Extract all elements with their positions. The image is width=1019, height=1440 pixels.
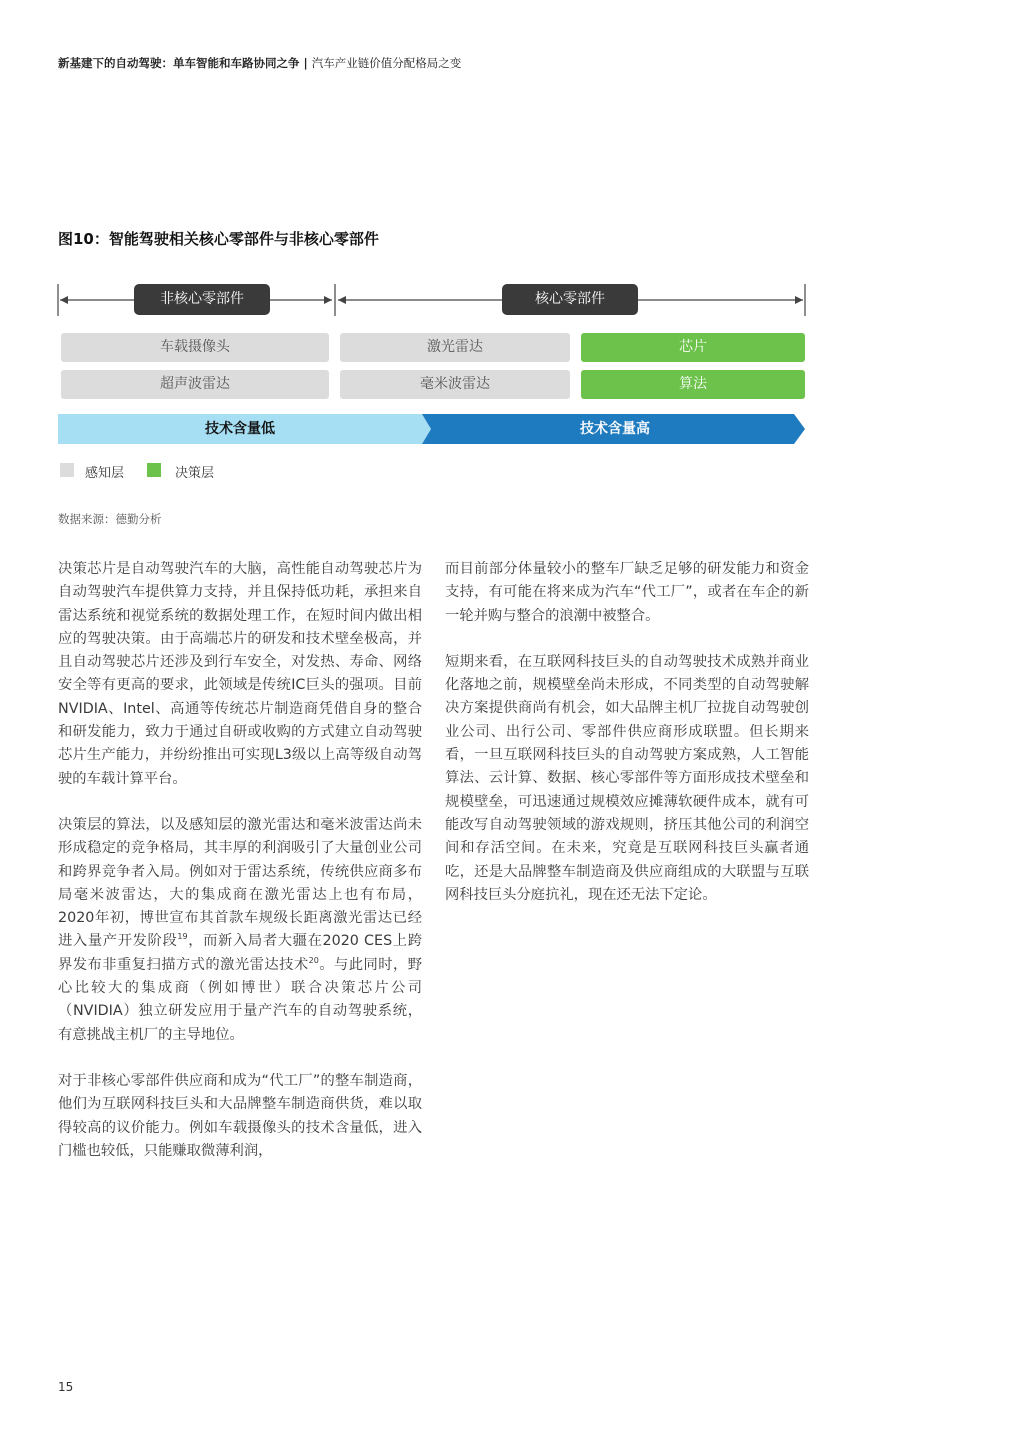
right-column — [445, 558, 809, 930]
paragraph: 决策芯片是自动驾驶汽车的大脑，高性能自动驾驶芯片为自动驾驶汽车提供算力支持，并且保持低功耗，承担来自雷达系统和视觉系统的数据处理工作，在短时间内做出相应的驾驶决策。由于高端芯片的研发和技术壁垒极高，并且自动驾驶芯片还涉及到行车安全，对发热、寿命、网络安全等有更高的要求，此领域是传统IC巨头的强项。目前NVIDIA、Intel、高通等传统芯片制造商凭借自身的整合和研发能力，致力于通过自研或收购的方式建立自动驾驶芯片生产能力，并纷纷推出可实现L3级以上高等级自动驾驶的车载计算平台。 — [58, 561, 422, 787]
band-low-label: 技术含量低 — [205, 421, 275, 437]
cell-ultrasonic: 超声波雷达 — [61, 370, 329, 399]
data-source: 数据来源：德勤分析 — [58, 512, 162, 526]
header-separator: | — [303, 56, 308, 70]
core-tag: 核心零部件 — [502, 284, 638, 315]
paragraph: 对于非核心零部件供应商和成为“代工厂”的整车制造商，他们为互联网科技巨头和大品牌整车制造商供货，难以取得较高的议价能力。例如车载摄像头的技术含量低，进入门槛也较低，只能赚取微薄利润， — [58, 1072, 422, 1159]
cell-camera: 车载摄像头 — [61, 333, 329, 362]
arrow-right-icon — [324, 296, 332, 304]
component-diagram — [0, 0, 1019, 520]
paragraph — [58, 814, 422, 1047]
paragraph-text: 决策层的算法，以及感知层的激光雷达和毫米波雷达尚未形成稳定的竞争格局，其丰厚的利润吸引了大量创业公司和跨界竞争者入局。例如对于雷达系统，传统供应商多布局毫米波雷达，大的集成商在激光雷达上也有布局，2020年初，博世宣布其首款车规级长距离激光雷达已经进入量产开发阶段 — [58, 816, 422, 950]
band-high-label: 技术含量高 — [580, 421, 650, 437]
left-column — [58, 558, 422, 1186]
cell-lidar: 激光雷达 — [340, 333, 570, 362]
cell-algorithm: 算法 — [581, 370, 805, 399]
paragraph: 短期来看，在互联网科技巨头的自动驾驶技术成熟并商业化落地之前，规模壁垒尚未形成，不同类型的自动驾驶解决方案提供商尚有机会，如大品牌主机厂拉拢自动驾驶创业公司、出行公司、零部件供应商形成联盟。但长期来看，一旦互联网科技巨头的自动驾驶方案成熟，人工智能算法、云计算、数据、核心零部件等方面形成技术壁垒和规模壁垒，可迅速通过规模效应摊薄软硬件成本，就有可能改写自动驾驶领域的游戏规则，挤压其他公司的利润空间和存活空间。在未来，究竟是互联网科技巨头赢者通吃，还是大品牌整车制造商及供应商组成的大联盟与互联网科技巨头分庭抗礼，现在还无法下定论。 — [445, 653, 809, 903]
paragraph: 而目前部分体量较小的整车厂缺乏足够的研发能力和资金支持，有可能在将来成为汽车“代工厂”，或者在车企的新一轮并购与整合的浪潮中被整合。 — [445, 561, 809, 624]
legend-perception-label: 感知层 — [85, 466, 125, 481]
arrow-right-icon — [795, 296, 803, 304]
legend-decision-swatch — [147, 463, 161, 477]
arrow-left-icon — [60, 296, 68, 304]
footnote-ref: 19 — [177, 932, 188, 942]
paragraph-text: 。与此同时，野心比较大的集成商（例如博世）联合决策芯片公司（NVIDIA）独立研发应用于量产汽车的自动驾驶系统，有意挑战主机厂的主导地位。 — [58, 956, 423, 1043]
figure-title: 图10：智能驾驶相关核心零部件与非核心零部件 — [58, 230, 379, 248]
arrow-left-icon — [338, 296, 346, 304]
legend-perception-swatch — [60, 463, 74, 477]
non-core-tag: 非核心零部件 — [134, 284, 270, 315]
legend-decision-label: 决策层 — [175, 466, 215, 481]
header-subtitle: 汽车产业链价值分配格局之变 — [311, 56, 462, 70]
header-title: 新基建下的自动驾驶：单车智能和车路协同之争 — [58, 56, 300, 70]
paragraph-text: ，而新入局者大疆在2020 CES上跨界发布非重复扫描方式的激光雷达技术 — [58, 933, 422, 973]
cell-chip: 芯片 — [581, 333, 805, 362]
cell-mmwave: 毫米波雷达 — [340, 370, 570, 399]
page-number: 15 — [58, 1380, 74, 1394]
footnote-ref: 20 — [308, 955, 319, 965]
